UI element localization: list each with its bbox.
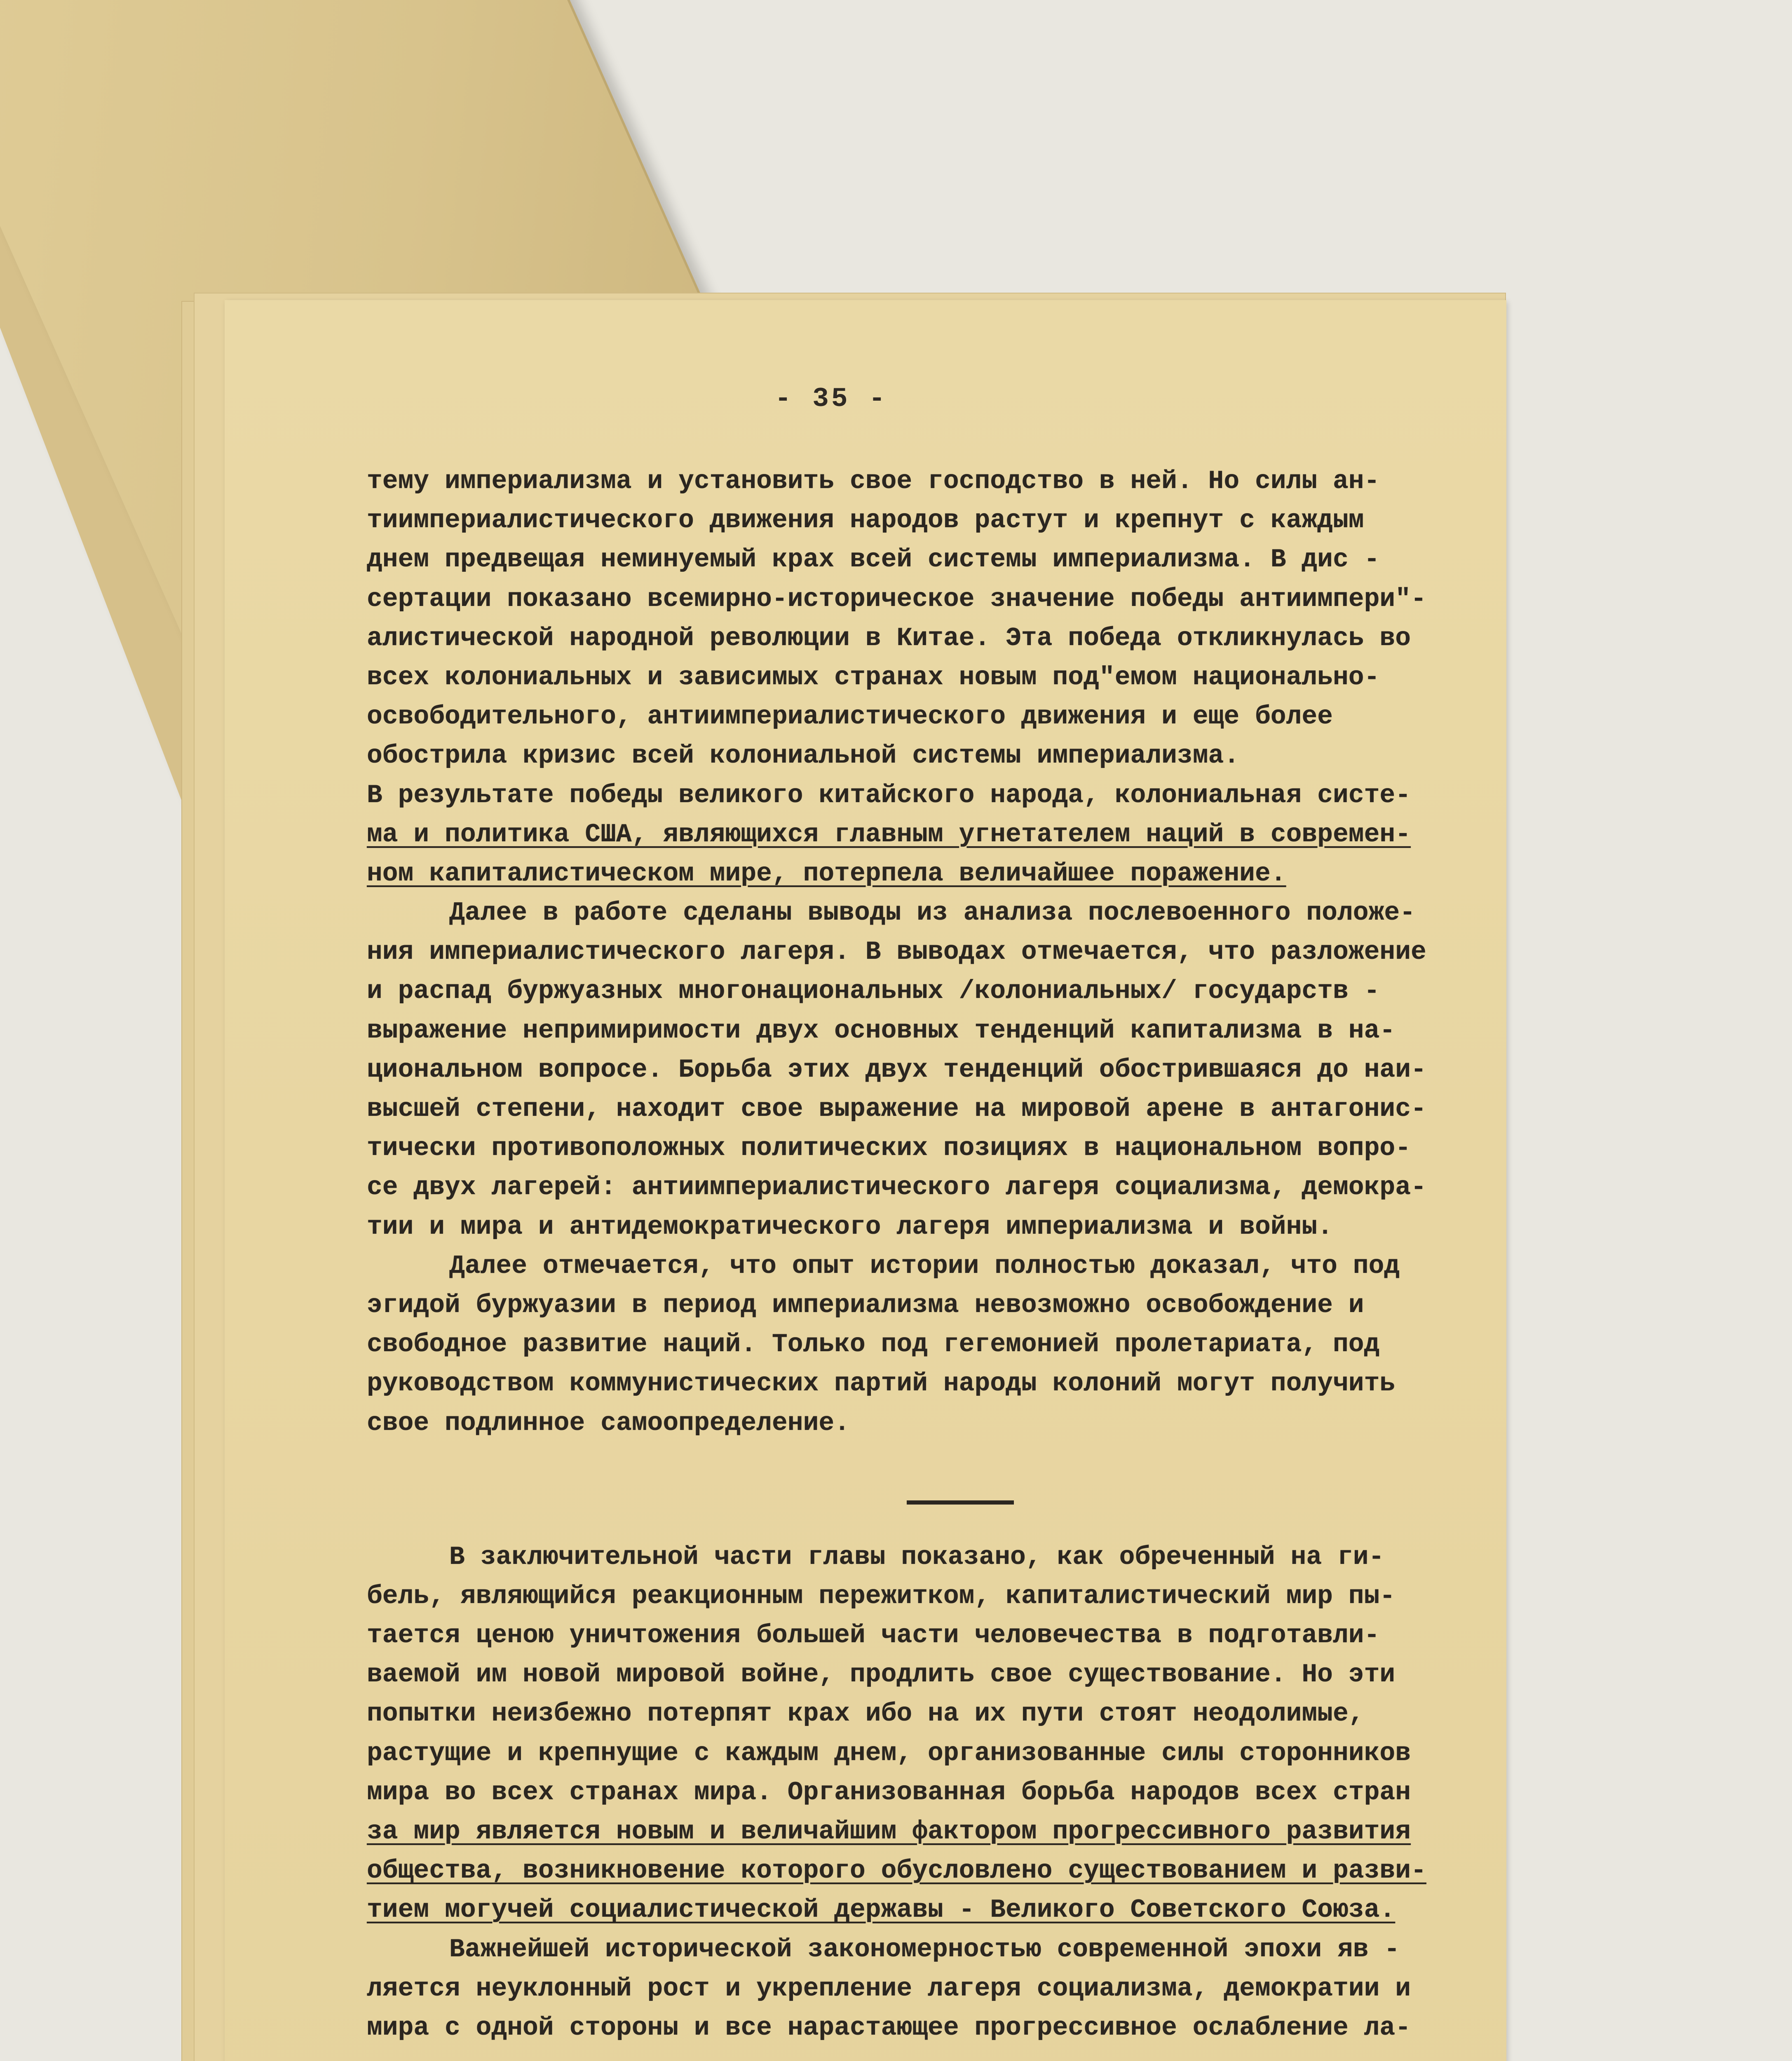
text-line: ма и политика США, являющихся главным угнетателем наций в современ- [367,819,1411,849]
text-line: днем предвещая неминуемый крах всей системы империализма. В дис - [367,545,1380,575]
text-line: ния империалистического лагеря. В выводах отмечается, что разложение [367,937,1426,967]
text-line: Важнейшей исторической закономерностью современной эпохи яв - [449,1934,1400,1964]
text-line: высшей степени, находит свое выражение на мировой арене в антагонис- [367,1094,1426,1124]
text-line: эгидой буржуазии в период империализма невозможно освобождение и [367,1290,1364,1320]
text-line: тиимпериалистического движения народов растут и крепнут с каждым [367,506,1364,535]
text-line: общества, возникновение которого обусловлено существованием и разви- [367,1856,1426,1886]
text-line: В результате победы великого китайского народа, колониальная систе- [367,780,1411,810]
text-line: всех колониальных и зависимых странах новым под"емом национально- [367,662,1380,692]
text-line: се двух лагерей: антиимпериалистического лагеря социализма, демокра- [367,1173,1426,1202]
text-line: тически противоположных политических позициях в национальном вопро- [367,1134,1411,1163]
text-line: попытки неизбежно потерпят крах ибо на их пути стоят неодолимые, [367,1699,1364,1729]
text-line: ваемой им новой мировой войне, продлить свое существование. Но эти [367,1660,1396,1690]
paragraph-group-2 [367,1538,1521,2047]
text-line: и распад буржуазных многонациональных /колониальных/ государств - [367,977,1380,1006]
text-line: ном капиталистическом мире, потерпела величайшее поражение. [367,859,1286,888]
text-line: тием могучей социалистической державы - Великого Советского Союза. [367,1895,1396,1925]
text-line: растущие и крепнущие с каждым днем, организованные силы сторонников [367,1738,1411,1768]
text-line: освободительного, антиимпериалистического движения и еще более [367,702,1333,732]
text-line: алистической народной революции в Китае. Эта победа откликнулась во [367,623,1411,653]
text-line: руководством коммунистических партий народы колоний могут получить [367,1369,1396,1399]
text-line: мира с одной стороны и все нарастающее прогрессивное ослабление ла- [367,2013,1411,2042]
paragraph-group-1 [367,462,1521,1443]
body-text [367,462,1521,2047]
text-line: выражение непримиримости двух основных тенденций капитализма в на- [367,1016,1396,1045]
text-line: Далее в работе сделаны выводы из анализа послевоенного положе- [449,898,1415,928]
text-line: тему империализма и установить свое господство в ней. Но силы ан- [367,467,1380,496]
text-line: мира во всех странах мира. Организованная борьба народов всех стран [367,1777,1411,1807]
text-line: тии и мира и антидемократического лагеря империализма и войны. [367,1212,1333,1242]
text-line: за мир является новым и величайшим фактором прогрессивного развития [367,1817,1411,1846]
page-number: - 35 - [775,383,888,414]
text-line: свободное развитие наций. Только под гегемонией пролетариата, под [367,1330,1380,1359]
text-line: В заключительной части главы показано, как обреченный на ги- [449,1542,1384,1572]
text-line: сертации показано всемирно-историческое значение победы антиимпери"- [367,584,1426,614]
spacer [367,1443,1521,1484]
text-line: циональном вопросе. Борьба этих двух тенденций обострившаяся до наи- [367,1055,1426,1084]
text-line: тается ценою уничтожения большей части человечества в подготавли- [367,1621,1380,1650]
section-divider [907,1500,1014,1505]
text-line: Далее отмечается, что опыт истории полностью доказал, что под [449,1251,1400,1281]
text-line: обострила кризис всей колониальной системы империализма. [367,741,1240,771]
text-line: бель, являющийся реакционным пережитком, капиталистический мир пы- [367,1581,1396,1611]
text-line: свое подлинное самоопределение. [367,1408,850,1438]
text-line: ляется неуклонный рост и укрепление лагеря социализма, демократии и [367,1974,1411,2003]
